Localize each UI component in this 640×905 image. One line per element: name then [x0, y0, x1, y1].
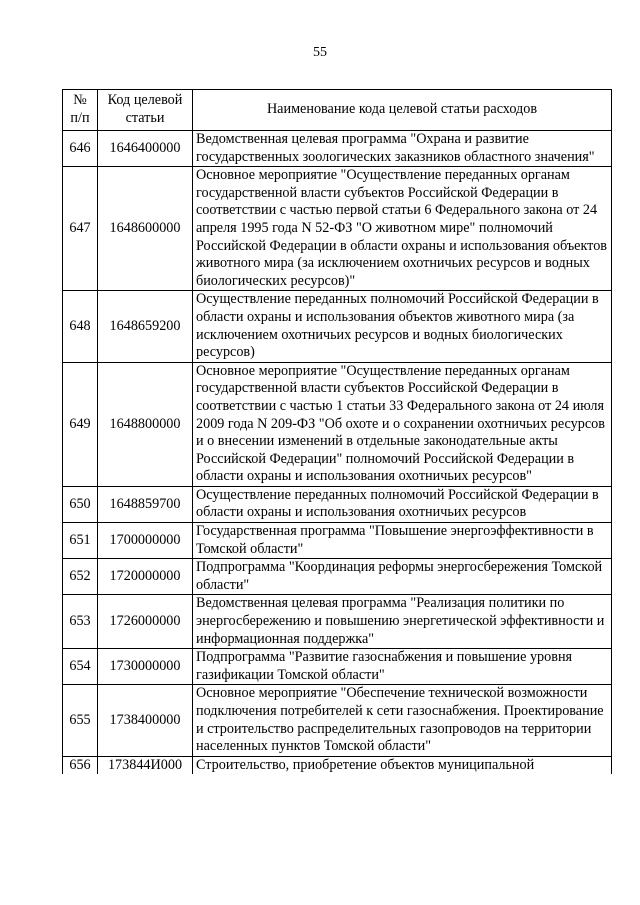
budget-code-table — [62, 89, 612, 774]
row-name: Осуществление переданных полномочий Российской Федерации в области охраны и использования объектов животного мира (за исключением охотничьих ресурсов и водных биологических ресурсов) — [193, 291, 612, 362]
page-number: 55 — [313, 45, 327, 60]
row-name: Основное мероприятие "Осуществление переданных органам государственной власти субъектов Российской Федерации в соответствии с частью 1 статьи 33 Федерального закона от 24 июля 2009 года N 209-ФЗ "Об охоте и о сохранении охотничьих ресурсов и о внесении изменений в отдельные законодательные акты Российской Федерации" полномочий Российской Федерации в области охраны и использования охотничьих ресурсов" — [193, 362, 612, 486]
table-row — [63, 131, 612, 167]
table-row — [63, 523, 612, 559]
table-row — [63, 685, 612, 756]
table-row — [63, 167, 612, 291]
table-header-row — [63, 90, 612, 131]
table-row — [63, 756, 612, 774]
table-row — [63, 291, 612, 362]
row-number: 648 — [63, 291, 98, 362]
table-row — [63, 486, 612, 522]
row-number: 651 — [63, 523, 98, 559]
table-row — [63, 362, 612, 486]
table-row — [63, 559, 612, 595]
row-name: Основное мероприятие "Осуществление переданных органам государственной власти субъектов Российской Федерации в соответствии с частью первой статьи 6 Федерального закона от 24 апреля 1995 года N 52-ФЗ "О животном мире" полномочий Российской Федерации в области охраны и использования объектов животного мира (за исключением охотничьих ресурсов и водных биологических ресурсов)" — [193, 167, 612, 291]
row-code: 173844И000 — [98, 756, 193, 774]
header-code: Код целевой статьи — [98, 90, 193, 131]
row-code: 1648859700 — [98, 486, 193, 522]
row-code: 1720000000 — [98, 559, 193, 595]
row-code: 1700000000 — [98, 523, 193, 559]
row-name: Осуществление переданных полномочий Российской Федерации в области охраны и использования охотничьих ресурсов — [193, 486, 612, 522]
header-name: Наименование кода целевой статьи расходов — [193, 90, 612, 131]
row-code: 1726000000 — [98, 595, 193, 649]
row-code: 1738400000 — [98, 685, 193, 756]
row-number: 646 — [63, 131, 98, 167]
row-name: Ведомственная целевая программа "Реализация политики по энергосбережению и повышению энергетической эффективности и информационная поддержка" — [193, 595, 612, 649]
row-name: Строительство, приобретение объектов муниципальной — [193, 756, 612, 774]
table-row — [63, 649, 612, 685]
row-code: 1646400000 — [98, 131, 193, 167]
row-code: 1648659200 — [98, 291, 193, 362]
row-name: Ведомственная целевая программа "Охрана и развитие государственных зоологических заказников областного значения" — [193, 131, 612, 167]
row-number: 647 — [63, 167, 98, 291]
row-name: Основное мероприятие "Обеспечение технической возможности подключения потребителей к сети газоснабжения. Проектирование и строительство распределительных газопроводов на территории населенных пунктов Томской области" — [193, 685, 612, 756]
row-number: 655 — [63, 685, 98, 756]
row-code: 1730000000 — [98, 649, 193, 685]
row-name: Государственная программа "Повышение энергоэффективности в Томской области" — [193, 523, 612, 559]
header-number: № п/п — [63, 90, 98, 131]
row-name: Подпрограмма "Координация реформы энергосбережения Томской области" — [193, 559, 612, 595]
row-name: Подпрограмма "Развитие газоснабжения и повышение уровня газификации Томской области" — [193, 649, 612, 685]
table-row — [63, 595, 612, 649]
row-number: 652 — [63, 559, 98, 595]
row-number: 656 — [63, 756, 98, 774]
row-code: 1648800000 — [98, 362, 193, 486]
row-number: 653 — [63, 595, 98, 649]
row-number: 654 — [63, 649, 98, 685]
row-number: 649 — [63, 362, 98, 486]
row-code: 1648600000 — [98, 167, 193, 291]
row-number: 650 — [63, 486, 98, 522]
